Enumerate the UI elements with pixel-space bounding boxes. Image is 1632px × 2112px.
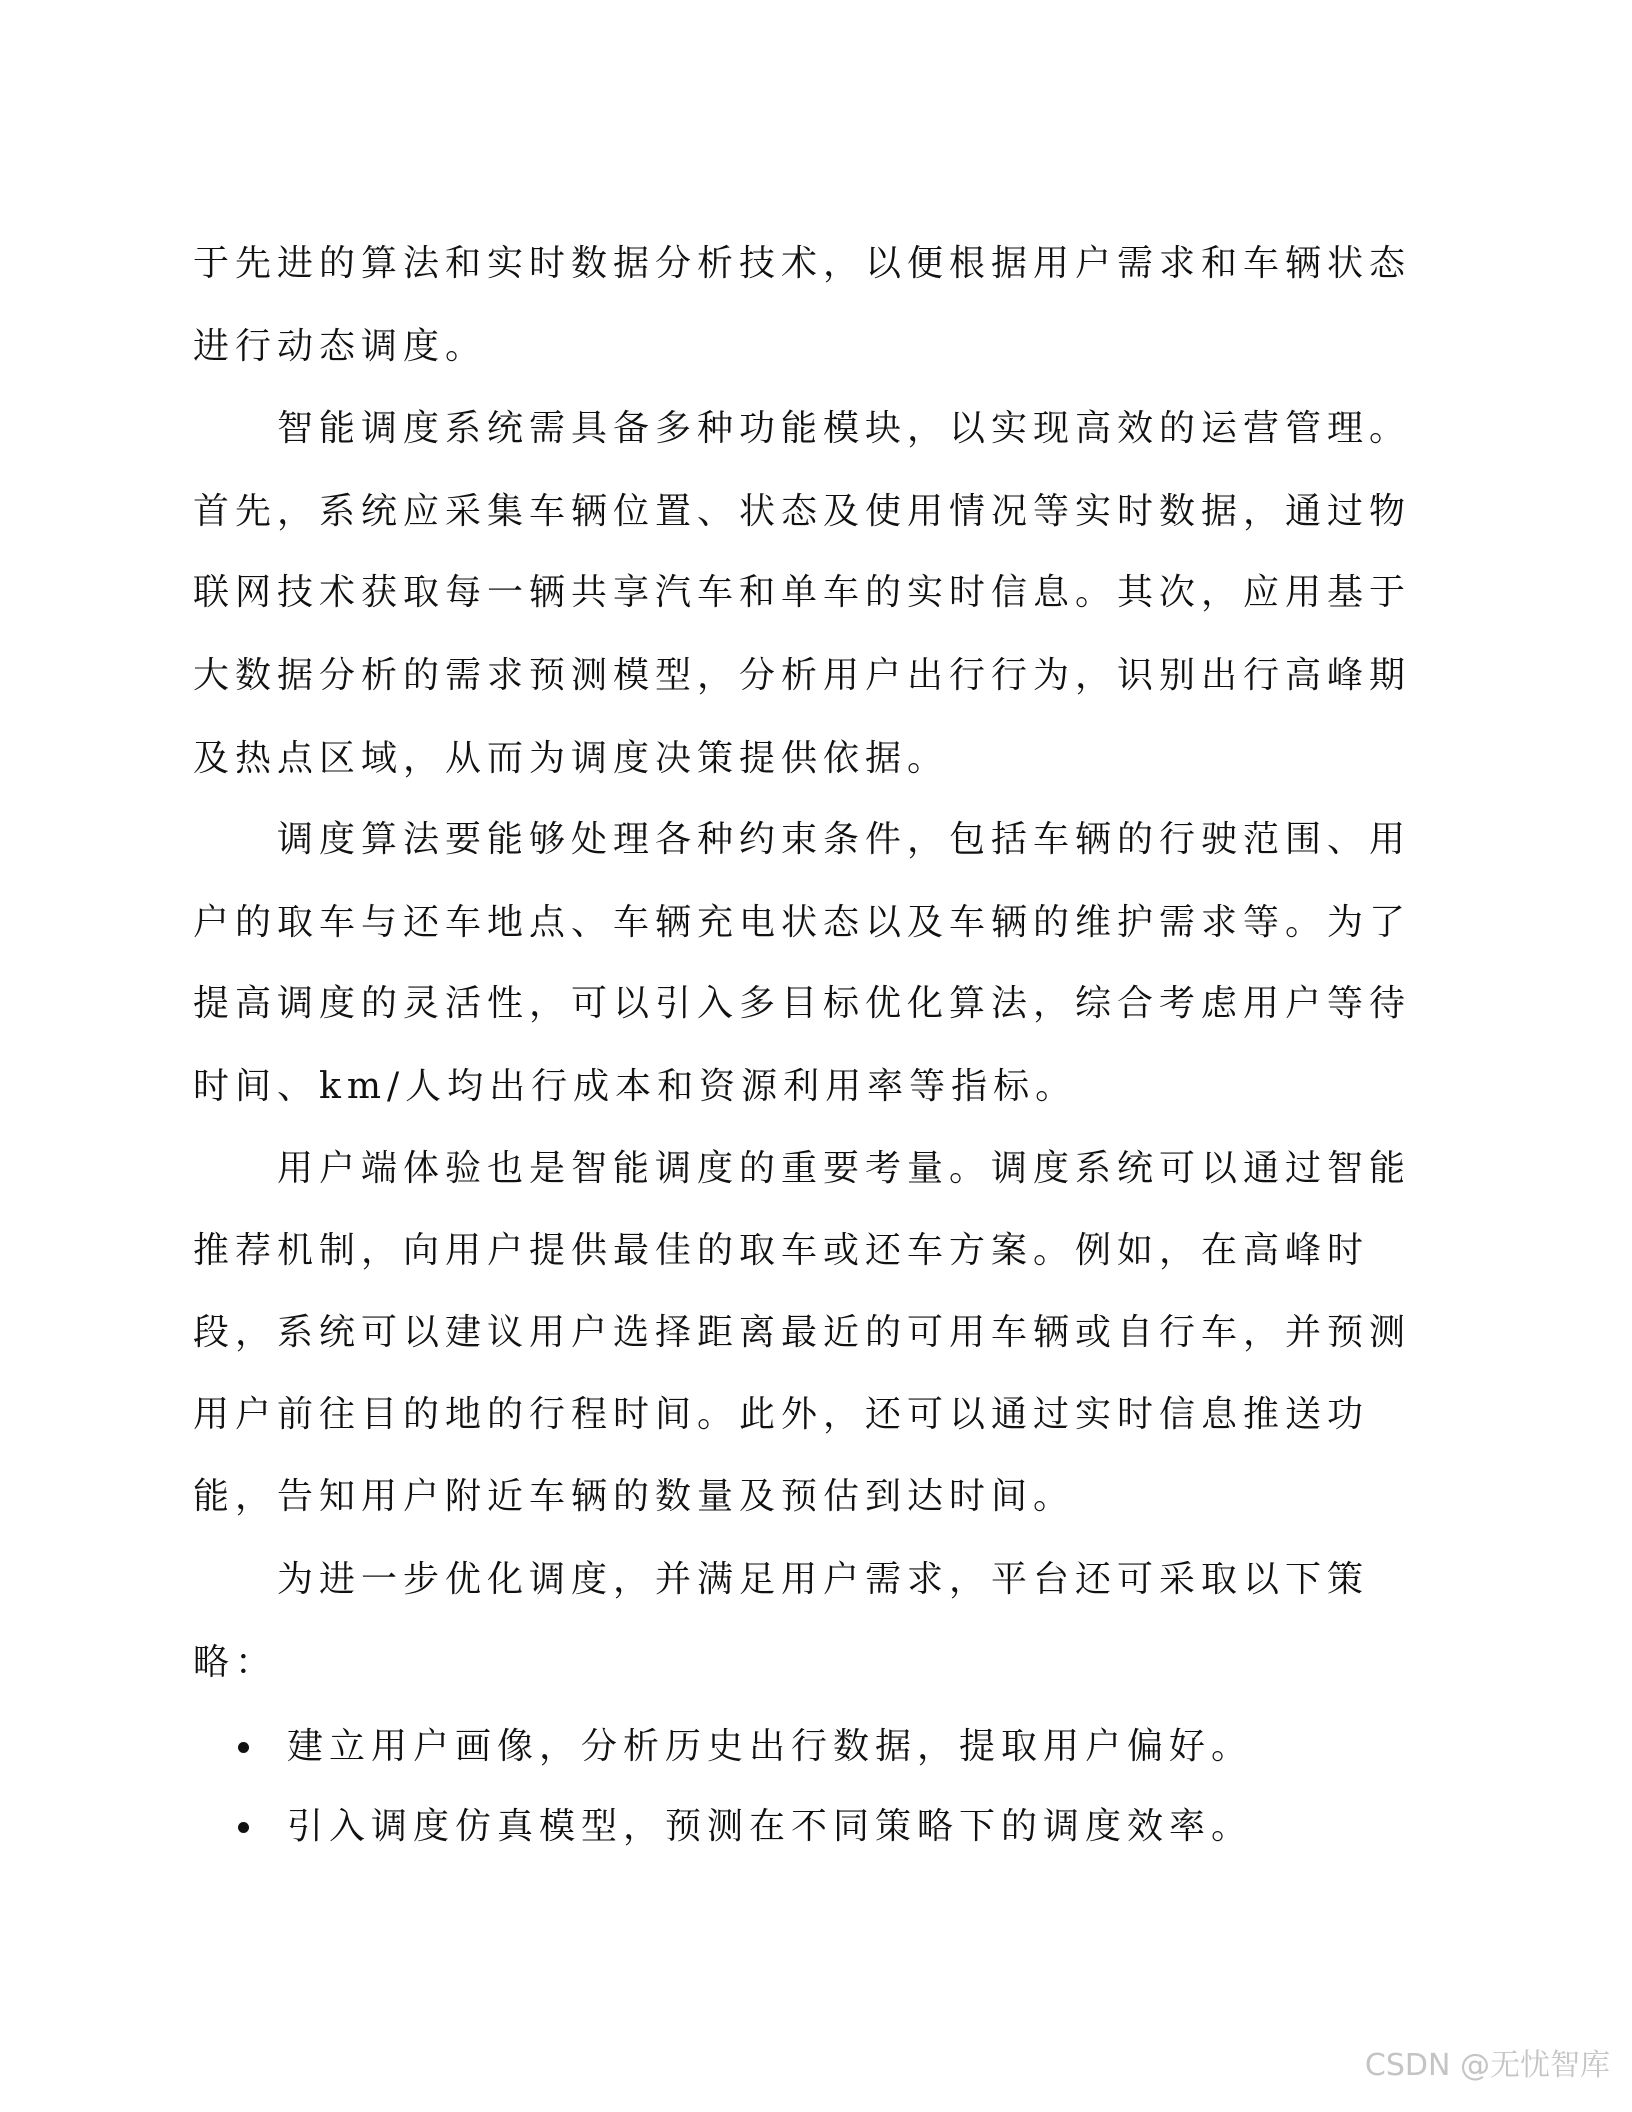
text-line: 提高调度的灵活性，可以引入多目标优化算法，综合考虑用户等待 (193, 983, 1412, 1024)
text-line: 段，系统可以建议用户选择距离最近的可用车辆或自行车，并预测 (193, 1312, 1412, 1353)
text-line: 及热点区域，从而为调度决策提供依据。 (193, 738, 950, 779)
text-line: 能，告知用户附近车辆的数量及预估到达时间。 (193, 1476, 1076, 1517)
text-line: 首先，系统应采集车辆位置、状态及使用情况等实时数据，通过物 (193, 491, 1412, 532)
text-line: 用户端体验也是智能调度的重要考量。调度系统可以通过智能 (277, 1148, 1412, 1189)
text-line: 调度算法要能够处理各种约束条件，包括车辆的行驶范围、用 (277, 819, 1412, 860)
text-line: 智能调度系统需具备多种功能模块，以实现高效的运营管理。 (277, 408, 1412, 449)
text-line: 大数据分析的需求预测模型，分析用户出行行为，识别出行高峰期 (193, 655, 1412, 696)
text-line: 户的取车与还车地点、车辆充电状态以及车辆的维护需求等。为了 (193, 902, 1412, 943)
bullet-text: 建立用户画像，分析历史出行数据，提取用户偏好。 (287, 1726, 1254, 1767)
text-line: 略： (193, 1642, 278, 1683)
text-line: 用户前往目的地的行程时间。此外，还可以通过实时信息推送功 (193, 1394, 1370, 1435)
bullet-icon (238, 1742, 249, 1753)
text-line: 推荐机制，向用户提供最佳的取车或还车方案。例如，在高峰时 (193, 1230, 1370, 1271)
text-line: 于先进的算法和实时数据分析技术，以便根据用户需求和车辆状态 (193, 243, 1412, 284)
bullet-text: 引入调度仿真模型，预测在不同策略下的调度效率。 (287, 1806, 1254, 1847)
text-line: 为进一步优化调度，并满足用户需求，平台还可采取以下策 (277, 1559, 1370, 1600)
text-line: 进行动态调度。 (193, 326, 488, 367)
text-line: 时间、km/人均出行成本和资源利用率等指标。 (193, 1066, 1078, 1107)
watermark: CSDN @无忧智库 (1364, 2048, 1610, 2083)
bullet-icon (238, 1822, 249, 1833)
text-line: 联网技术获取每一辆共享汽车和单车的实时信息。其次，应用基于 (193, 572, 1412, 613)
